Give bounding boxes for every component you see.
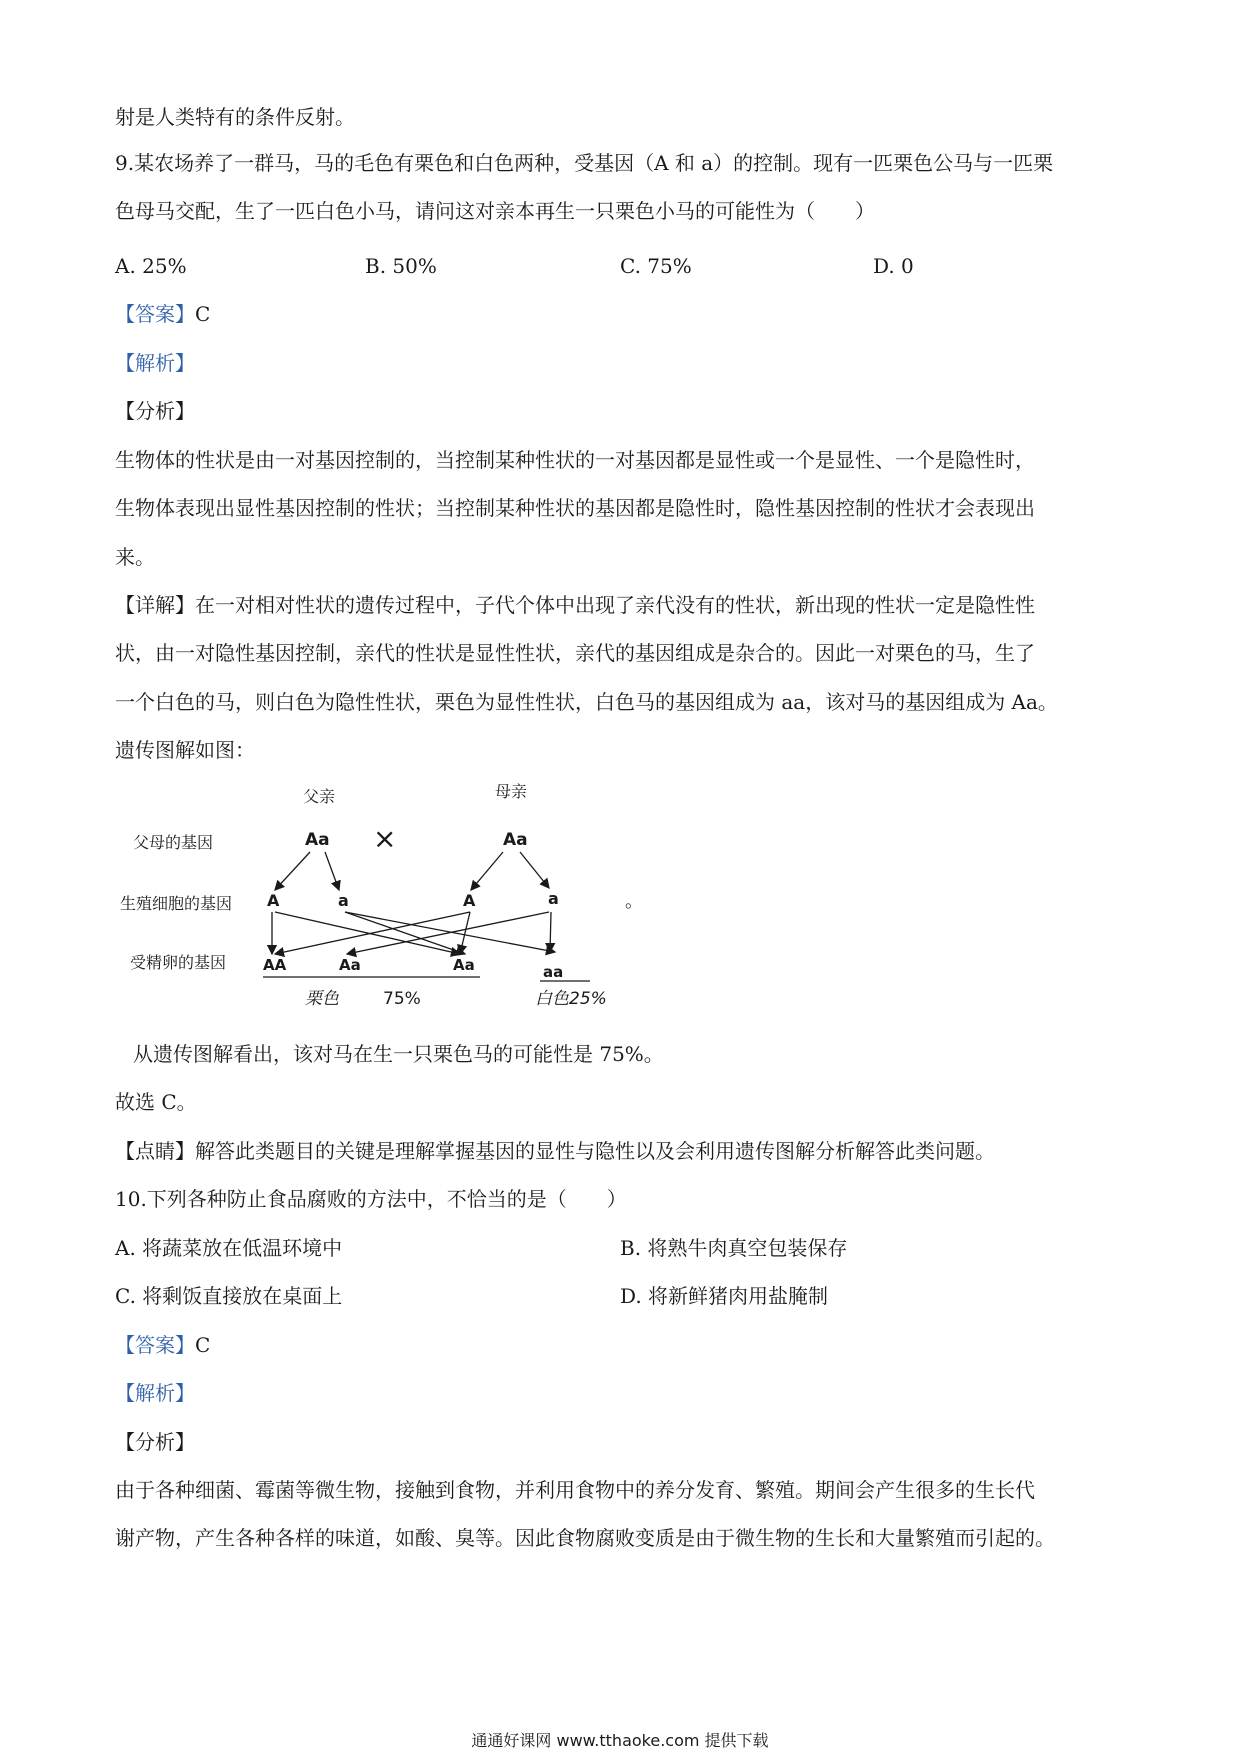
- q9-analysis-label: 【解析】: [115, 351, 195, 375]
- detail-label: 【详解】: [115, 593, 195, 617]
- parent-father-genotype: Aa: [305, 830, 330, 850]
- label-father: 父亲: [303, 787, 336, 806]
- cross-symbol: ×: [373, 822, 397, 855]
- gamete-mother-A: A: [463, 891, 476, 910]
- genetic-diagram: [115, 780, 675, 1030]
- q9-option-b: B. 50%: [365, 254, 437, 278]
- q9-para3: 来。: [115, 545, 155, 569]
- answer-label: 【答案】: [115, 302, 195, 326]
- q9-detail-line3: 一个白色的马，则白色为隐性性状，栗色为显性性状，白色马的基因组成为 aa，该对马的基因组成为 Aa。: [115, 690, 1058, 714]
- zygote-AA: AA: [263, 956, 287, 974]
- q9-para1: 生物体的性状是由一对基因控制的，当控制某种性状的一对基因都是显性或一个是显性、一个是隐性时，: [115, 448, 1035, 472]
- q9-para2: 生物体表现出显性基因控制的性状；当控制某种性状的基因都是隐性时，隐性基因控制的性状才会表现出: [115, 496, 1035, 520]
- line-prev-end: 射是人类特有的条件反射。: [115, 105, 355, 129]
- q10-stem: 10.下列各种防止食品腐败的方法中，不恰当的是（ ）: [115, 1187, 627, 1211]
- q9-option-a: A. 25%: [115, 254, 187, 278]
- q9-dianjing: [115, 1137, 995, 1165]
- q9-stem-line2: 色母马交配，生了一匹白色小马，请问这对亲本再生一只栗色小马的可能性为（ ）: [115, 199, 875, 223]
- gamete-father-A: A: [267, 891, 280, 910]
- arrows-gametes-to-zygotes: [272, 912, 555, 954]
- q10-option-c: C. 将剩饭直接放在桌面上: [115, 1284, 343, 1308]
- q9-answer: [115, 300, 210, 328]
- row-label-gametes: 生殖细胞的基因: [120, 894, 233, 913]
- zygote-Aa-2: Aa: [453, 956, 475, 974]
- q9-fenxi-label: 【分析】: [115, 399, 195, 423]
- answer-value: C: [195, 1333, 211, 1357]
- label-chestnut: 栗色: [305, 989, 339, 1009]
- page-footer: 通通好课网 www.tthaoke.com 提供下载: [471, 1731, 769, 1750]
- label-white: 白色25%: [535, 989, 607, 1009]
- q10-para1: 由于各种细菌、霉菌等微生物，接触到食物，并利用食物中的养分发育、繁殖。期间会产生很多的生长代: [115, 1478, 1035, 1502]
- q10-para2: 谢产物，产生各种各样的味道，如酸、臭等。因此食物腐败变质是由于微生物的生长和大量繁殖而引起的。: [115, 1526, 1055, 1550]
- dianjing-text: 解答此类题目的关键是理解掌握基因的显性与隐性以及会利用遗传图解分析解答此类问题。: [195, 1139, 995, 1163]
- label-chestnut-pct: 75%: [383, 989, 421, 1009]
- q9-conclusion: 从遗传图解看出，该对马在生一只栗色马的可能性是 75%。: [133, 1042, 664, 1066]
- parent-mother-genotype: Aa: [503, 830, 528, 850]
- q10-option-b: B. 将熟牛肉真空包装保存: [620, 1236, 848, 1260]
- q9-detail-line2: 状，由一对隐性基因控制，亲代的性状是显性性状，亲代的基因组成是杂合的。因此一对栗色的马，生了: [115, 641, 1035, 665]
- gamete-father-a: a: [338, 891, 349, 910]
- q9-detail-line1: [115, 591, 1035, 619]
- q10-option-a: A. 将蔬菜放在低温环境中: [115, 1236, 343, 1260]
- answer-label: 【答案】: [115, 1333, 195, 1357]
- q9-stem-line1: 9.某农场养了一群马，马的毛色有栗色和白色两种，受基因（A 和 a）的控制。现有一匹栗色公马与一匹栗: [115, 151, 1054, 175]
- arrows-parents-to-gametes: [275, 852, 549, 890]
- row-label-zygotes: 受精卵的基因: [130, 953, 227, 972]
- detail-text: 在一对相对性状的遗传过程中，子代个体中出现了亲代没有的性状，新出现的性状一定是隐性性: [195, 593, 1035, 617]
- q9-detail-line4: 遗传图解如图：: [115, 738, 255, 762]
- label-mother: 母亲: [495, 782, 528, 801]
- q9-option-c: C. 75%: [620, 254, 692, 278]
- q10-fenxi-label: 【分析】: [115, 1430, 195, 1454]
- gamete-mother-a: a: [548, 889, 559, 908]
- q9-option-d: D. 0: [873, 254, 914, 278]
- q10-analysis-label: 【解析】: [115, 1381, 195, 1405]
- answer-value: C: [195, 302, 211, 326]
- q10-answer: [115, 1331, 210, 1359]
- row-label-parents: 父母的基因: [133, 833, 214, 852]
- q9-choice: 故选 C。: [115, 1090, 197, 1114]
- diagram-trailing-period: 。: [625, 891, 643, 912]
- zygote-aa: aa: [543, 963, 564, 981]
- zygote-Aa-1: Aa: [339, 956, 361, 974]
- dianjing-label: 【点睛】: [115, 1139, 195, 1163]
- q10-option-d: D. 将新鲜猪肉用盐腌制: [620, 1284, 829, 1308]
